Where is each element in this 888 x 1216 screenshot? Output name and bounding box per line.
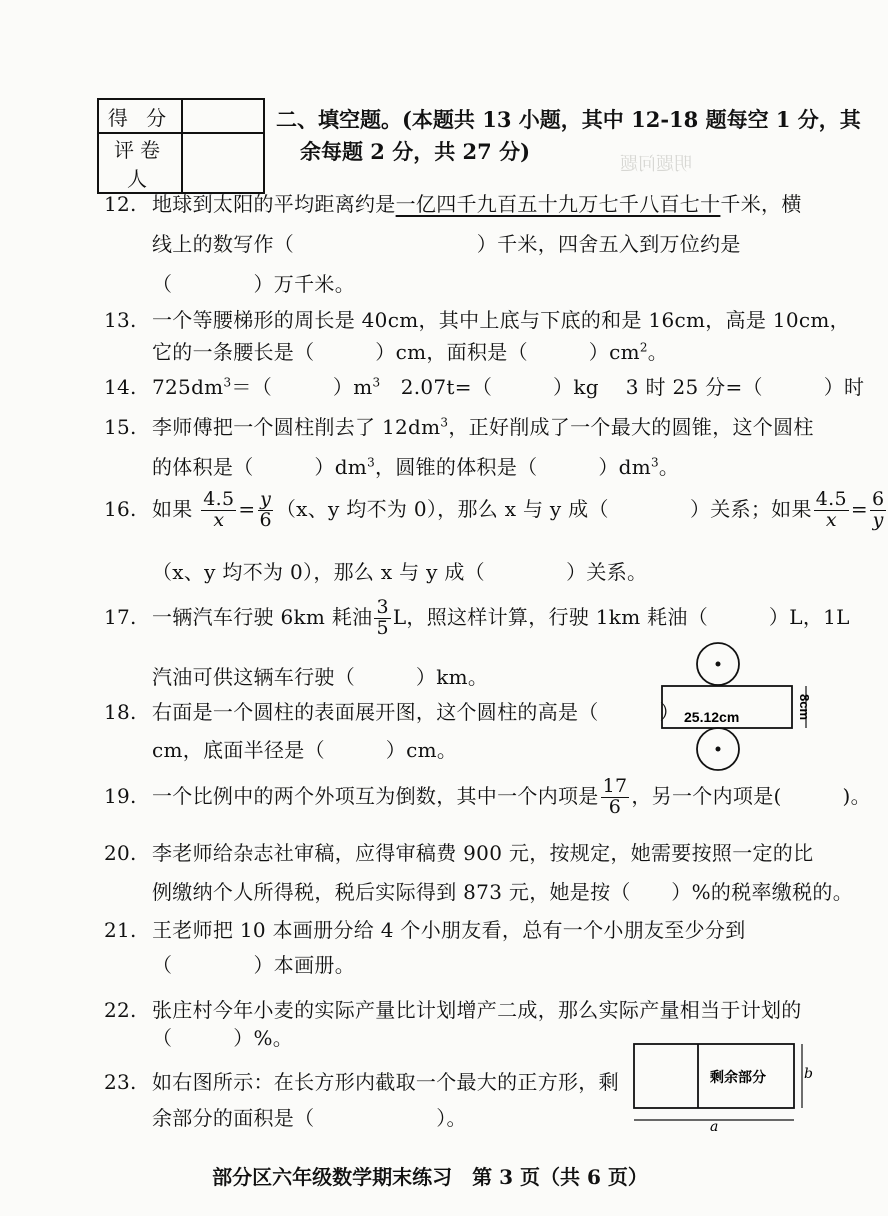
question-21-line1: 21. 王老师把 10 本画册分给 4 个小朋友看，总有一个小朋友至少分到 bbox=[104, 918, 746, 942]
score-label: 得 分 bbox=[98, 99, 182, 133]
section-title: 二、填空题。(本题共 13 小题，其中 12-18 题每空 1 分，其 bbox=[276, 107, 861, 132]
rectangle-square-figure bbox=[630, 1040, 813, 1135]
fraction: $\frac{17}{6}$ bbox=[602, 775, 628, 818]
fraction: $\frac{3}{5}$ bbox=[376, 596, 389, 639]
b-label: b bbox=[804, 1066, 813, 1082]
question-20-line2: 例缴纳个人所得税，税后实际得到 873 元，她是按（ ）%的税率缴税的。 bbox=[152, 880, 853, 904]
question-12-line3: （ ）万千米。 bbox=[152, 272, 355, 296]
top-circle-center bbox=[716, 662, 721, 667]
question-12-line1: 12. 地球到太阳的平均距离约是一亿四千九百五十九万七千八百七十千米，横 bbox=[104, 192, 802, 216]
height-label: 8cm bbox=[797, 694, 812, 721]
question-21-line2: （ ）本画册。 bbox=[152, 953, 355, 977]
question-15-line1: 15. 李师傅把一个圆柱削去了 $12dm^3$，正好削成了一个最大的圆锥，这个圆柱 bbox=[104, 415, 814, 439]
question-18-line1: 18. 右面是一个圆柱的表面展开图，这个圆柱的高是（ ） bbox=[104, 700, 680, 724]
remaining-part-label: 剩余部分 bbox=[710, 1069, 766, 1085]
question-number: 12. bbox=[104, 192, 137, 216]
bottom-circle-center bbox=[716, 747, 721, 752]
length-label: 25.12cm bbox=[684, 709, 740, 725]
grader-label: 评卷人 bbox=[98, 133, 182, 193]
bleed-through: 明题问题 bbox=[620, 154, 692, 175]
question-16-line2: （x、y 均不为 0），那么 x 与 y 成（ ）关系。 bbox=[152, 560, 648, 584]
fraction: $\frac{6}{y}$ bbox=[871, 488, 885, 531]
question-14: 14. $725dm^3=$（ ）$m^3$ 2.07t=（ ）kg 3 时 25 分=（ ）时 bbox=[104, 375, 865, 399]
fraction: $\frac{y}{6}$ bbox=[259, 488, 272, 531]
score-cell[interactable] bbox=[182, 99, 264, 133]
score-table bbox=[97, 98, 265, 194]
underlined-number: 一亿四千九百五十九万七千八百七十 bbox=[395, 192, 721, 216]
question-16-line1: 16. 如果 $\frac{4.5}{x}$ = $\frac{y}{6}$ （x、y 均不为 0），那么 x 与 y 成（ ）关系；如果 $\frac{4.5}{x}$ = $\frac{6}{y}$ bbox=[104, 488, 885, 531]
question-20-line1: 20. 李老师给杂志社审稿，应得审稿费 900 元，按规定，她需要按照一定的比 bbox=[104, 841, 814, 865]
question-22-line2: （ ）%。 bbox=[152, 1026, 294, 1050]
question-19: 19. 一个比例中的两个外项互为倒数，其中一个内项是 $\frac{17}{6}$ ，另一个内项是( )。 bbox=[104, 775, 871, 818]
cylinder-net-figure bbox=[650, 642, 820, 772]
fraction: $\frac{4.5}{x}$ bbox=[815, 488, 847, 531]
question-13-line2: 它的一条腰长是（ ）cm，面积是（ ）$cm^2$。 bbox=[152, 340, 669, 364]
grader-cell[interactable] bbox=[182, 133, 264, 193]
fraction: $\frac{4.5}{x}$ bbox=[203, 488, 235, 531]
section-title-cont: 余每题 2 分，共 27 分) bbox=[300, 139, 531, 164]
question-23-line2: 余部分的面积是（ ）。 bbox=[152, 1106, 467, 1130]
question-17-line1: 17. 一辆汽车行驶 6km 耗油 $\frac{3}{5}$ L，照这样计算，行驶 1km 耗油（ ）L，1L bbox=[104, 596, 850, 639]
question-12-line2: 线上的数写作（ ）千米，四舍五入到万位约是 bbox=[152, 232, 741, 256]
page-footer: 部分区六年级数学期末练习 第 3 页（共 6 页） bbox=[212, 1165, 648, 1189]
a-label: a bbox=[710, 1119, 719, 1135]
question-13-line1: 13. 一个等腰梯形的周长是 40cm，其中上底与下底的和是 16cm，高是 10cm， bbox=[104, 308, 850, 332]
question-22-line1: 22. 张庄村今年小麦的实际产量比计划增产二成，那么实际产量相当于计划的 bbox=[104, 998, 802, 1022]
question-17-line2: 汽油可供这辆车行驶（ ）km。 bbox=[152, 665, 489, 689]
question-23-line1: 23. 如右图所示：在长方形内截取一个最大的正方形，剩 bbox=[104, 1070, 619, 1094]
question-15-line2: 的体积是（ ）$dm^3$，圆锥的体积是（ ）$dm^3$。 bbox=[152, 455, 680, 479]
question-18-line2: cm，底面半径是（ ）cm。 bbox=[152, 738, 458, 762]
